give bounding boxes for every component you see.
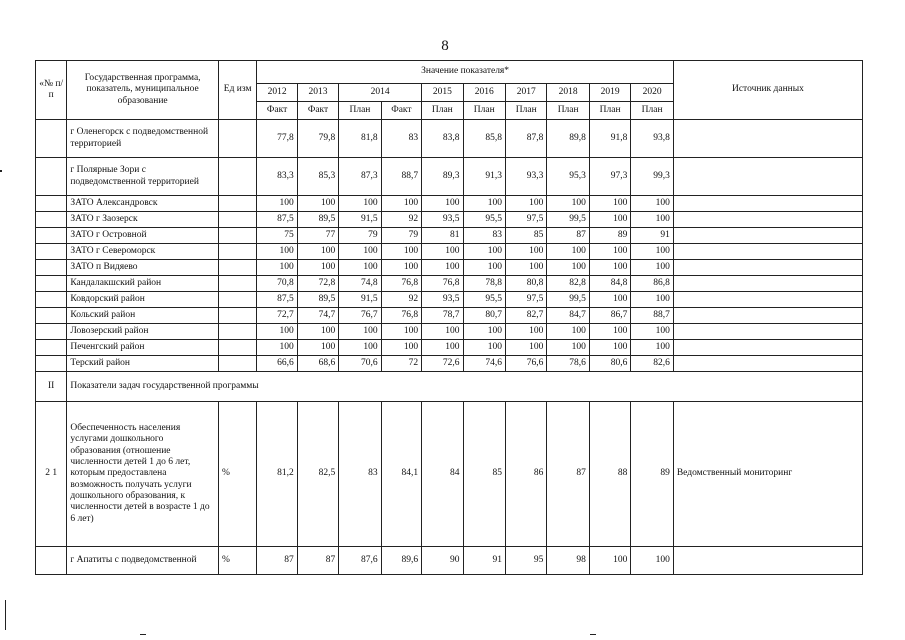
- header-value-type: Факт: [257, 102, 297, 120]
- value-cell: 100: [422, 244, 463, 260]
- row-unit: %: [218, 402, 256, 547]
- row-number: [36, 324, 67, 340]
- header-year: 2012: [257, 84, 297, 102]
- header-year: 2018: [547, 84, 589, 102]
- value-cell: 100: [339, 196, 381, 212]
- table-row: [36, 356, 863, 372]
- value-cell: 100: [589, 547, 630, 575]
- row-number: [36, 276, 67, 292]
- table-row: [36, 120, 863, 158]
- value-cell: 100: [631, 292, 674, 308]
- source-cell: [673, 228, 862, 244]
- value-cell: 97,5: [505, 212, 546, 228]
- row-name: г Оленегорск с подведомственной территорией: [67, 120, 219, 158]
- value-cell: 100: [339, 260, 381, 276]
- header-value-type: Факт: [381, 102, 421, 120]
- row-number: [36, 260, 67, 276]
- value-cell: 100: [589, 196, 630, 212]
- value-cell: 86: [505, 402, 546, 547]
- row-name: г Полярные Зори с подведомственной территорией: [67, 158, 219, 196]
- row-name: Обеспеченность населения услугами дошкольного образования (отношение численности детей 1 до 6 лет, которым предоставлена возможность получать услуги дошкольного образования, к численности детей в возрасте 1 до 6 лет): [67, 402, 219, 547]
- value-cell: 86,8: [631, 276, 674, 292]
- source-cell: [673, 547, 862, 575]
- header-value-type: План: [589, 102, 630, 120]
- value-cell: 100: [505, 324, 546, 340]
- table-row: [36, 260, 863, 276]
- row-name: Кандалакшский район: [67, 276, 219, 292]
- value-cell: 97,3: [589, 158, 630, 196]
- value-cell: 85,3: [297, 158, 338, 196]
- value-cell: 93,8: [631, 120, 674, 158]
- source-cell: [673, 212, 862, 228]
- value-cell: 80,6: [589, 356, 630, 372]
- value-cell: 99,3: [631, 158, 674, 196]
- value-cell: 88: [589, 402, 630, 547]
- row-name: ЗАТО п Видяево: [67, 260, 219, 276]
- table-row: [36, 244, 863, 260]
- value-cell: 89: [589, 228, 630, 244]
- value-cell: 83,8: [422, 120, 463, 158]
- value-cell: 91,5: [339, 212, 381, 228]
- value-cell: 97,5: [505, 292, 546, 308]
- row-number: [36, 340, 67, 356]
- value-cell: 92: [381, 212, 421, 228]
- value-cell: 100: [257, 260, 297, 276]
- value-cell: 91,5: [339, 292, 381, 308]
- value-cell: 100: [297, 244, 338, 260]
- row-name: Терский район: [67, 356, 219, 372]
- value-cell: 100: [589, 340, 630, 356]
- value-cell: 100: [505, 244, 546, 260]
- value-cell: 91: [631, 228, 674, 244]
- value-cell: 70,8: [257, 276, 297, 292]
- row-unit: [218, 308, 256, 324]
- header-year: 2013: [297, 84, 338, 102]
- value-cell: 100: [297, 340, 338, 356]
- value-cell: 100: [589, 292, 630, 308]
- row-number: [36, 244, 67, 260]
- value-cell: 79: [339, 228, 381, 244]
- value-cell: 83: [381, 120, 421, 158]
- municipal-rows: [36, 120, 863, 372]
- source-cell: [673, 340, 862, 356]
- value-cell: 82,8: [547, 276, 589, 292]
- value-cell: 95,5: [463, 212, 505, 228]
- value-cell: 100: [589, 244, 630, 260]
- table-row: [36, 308, 863, 324]
- value-cell: 84: [422, 402, 463, 547]
- row-number: 2 1: [36, 402, 67, 547]
- row-number: [36, 196, 67, 212]
- row-unit: [218, 324, 256, 340]
- value-cell: 81: [422, 228, 463, 244]
- header-value-type: План: [463, 102, 505, 120]
- value-cell: 86,7: [589, 308, 630, 324]
- header-value-type: План: [422, 102, 463, 120]
- row-name: ЗАТО г Североморск: [67, 244, 219, 260]
- source-cell: [673, 276, 862, 292]
- value-cell: 100: [339, 244, 381, 260]
- value-cell: 87,5: [257, 292, 297, 308]
- value-cell: 76,8: [381, 308, 421, 324]
- value-cell: 90: [422, 547, 463, 575]
- source-cell: [673, 292, 862, 308]
- row-number: [36, 308, 67, 324]
- value-cell: 100: [339, 340, 381, 356]
- value-cell: 87: [297, 547, 338, 575]
- table-row: [36, 158, 863, 196]
- value-cell: 100: [547, 244, 589, 260]
- value-cell: 91: [463, 547, 505, 575]
- row-name: ЗАТО г Островной: [67, 228, 219, 244]
- value-cell: 87: [257, 547, 297, 575]
- value-cell: 100: [381, 324, 421, 340]
- value-cell: 78,7: [422, 308, 463, 324]
- value-cell: 100: [422, 324, 463, 340]
- value-cell: 70,6: [339, 356, 381, 372]
- table-row: [36, 228, 863, 244]
- value-cell: 100: [257, 244, 297, 260]
- source-cell: [673, 196, 862, 212]
- value-cell: 89,5: [297, 292, 338, 308]
- page-number: 8: [441, 38, 449, 54]
- row-unit: [218, 120, 256, 158]
- header-value-type: План: [505, 102, 546, 120]
- header-source: Источник данных: [673, 61, 862, 120]
- row-unit: [218, 196, 256, 212]
- value-cell: 100: [505, 340, 546, 356]
- source-cell: [673, 244, 862, 260]
- header-unit: Ед изм: [218, 61, 256, 120]
- row-number: [36, 120, 67, 158]
- value-cell: 99,5: [547, 212, 589, 228]
- value-cell: 76,8: [422, 276, 463, 292]
- source-cell: [673, 308, 862, 324]
- value-cell: 85,8: [463, 120, 505, 158]
- value-cell: 100: [257, 340, 297, 356]
- value-cell: 99,5: [547, 292, 589, 308]
- value-cell: 93,3: [505, 158, 546, 196]
- value-cell: 82,7: [505, 308, 546, 324]
- value-cell: 87,3: [339, 158, 381, 196]
- value-cell: 87: [547, 402, 589, 547]
- row-unit: %: [218, 547, 256, 575]
- value-cell: 100: [297, 196, 338, 212]
- value-cell: 100: [631, 196, 674, 212]
- value-cell: 87,6: [339, 547, 381, 575]
- value-cell: 87: [547, 228, 589, 244]
- row-unit: [218, 212, 256, 228]
- value-cell: 95,3: [547, 158, 589, 196]
- header-value-type: План: [631, 102, 674, 120]
- row-name: Кольский район: [67, 308, 219, 324]
- row-unit: [218, 158, 256, 196]
- value-cell: 100: [297, 260, 338, 276]
- value-cell: 77,8: [257, 120, 297, 158]
- value-cell: 72: [381, 356, 421, 372]
- section-number: II: [36, 372, 67, 402]
- header-year: 2015: [422, 84, 463, 102]
- table-row: [36, 324, 863, 340]
- value-cell: 84,1: [381, 402, 421, 547]
- value-cell: 84,8: [589, 276, 630, 292]
- value-cell: 100: [463, 260, 505, 276]
- value-cell: 100: [297, 324, 338, 340]
- row-name: Ловозерский район: [67, 324, 219, 340]
- value-cell: 100: [463, 196, 505, 212]
- section-block: [36, 372, 863, 575]
- source-cell: [673, 324, 862, 340]
- value-cell: 72,7: [257, 308, 297, 324]
- value-cell: 100: [589, 324, 630, 340]
- row-number: [36, 356, 67, 372]
- value-cell: 82,5: [297, 402, 338, 547]
- value-cell: 95: [505, 547, 546, 575]
- value-cell: 74,8: [339, 276, 381, 292]
- value-cell: 100: [381, 196, 421, 212]
- scan-dot: [140, 634, 146, 635]
- value-cell: 68,6: [297, 356, 338, 372]
- value-cell: 76,8: [381, 276, 421, 292]
- row-name: Ковдорский район: [67, 292, 219, 308]
- value-cell: 100: [631, 212, 674, 228]
- row-unit: [218, 228, 256, 244]
- row-number: [36, 212, 67, 228]
- value-cell: 87,5: [257, 212, 297, 228]
- value-cell: 100: [463, 324, 505, 340]
- value-cell: 93,5: [422, 292, 463, 308]
- value-cell: 75: [257, 228, 297, 244]
- row-unit: [218, 340, 256, 356]
- value-cell: 87,8: [505, 120, 546, 158]
- value-cell: 74,7: [297, 308, 338, 324]
- value-cell: 81,8: [339, 120, 381, 158]
- value-cell: 100: [631, 244, 674, 260]
- value-cell: 100: [631, 340, 674, 356]
- source-cell: [673, 120, 862, 158]
- header-number: «№ п/п: [36, 61, 67, 120]
- header-year: 2020: [631, 84, 674, 102]
- value-cell: 83: [463, 228, 505, 244]
- value-cell: 100: [381, 244, 421, 260]
- value-cell: 80,8: [505, 276, 546, 292]
- row-unit: [218, 276, 256, 292]
- header-value-type: Факт: [297, 102, 338, 120]
- header-year: 2017: [505, 84, 546, 102]
- value-cell: 100: [547, 260, 589, 276]
- value-cell: 79: [381, 228, 421, 244]
- row-name: г Апатиты с подведомственной: [67, 547, 219, 575]
- table-row: [36, 276, 863, 292]
- source-cell: [673, 260, 862, 276]
- value-cell: 100: [505, 196, 546, 212]
- source-cell: [673, 158, 862, 196]
- value-cell: 72,8: [297, 276, 338, 292]
- value-cell: 100: [631, 547, 674, 575]
- value-cell: 92: [381, 292, 421, 308]
- row-name: ЗАТО г Заозерск: [67, 212, 219, 228]
- table-row: [36, 212, 863, 228]
- value-cell: 72,6: [422, 356, 463, 372]
- value-cell: 100: [589, 212, 630, 228]
- value-cell: 84,7: [547, 308, 589, 324]
- value-cell: 76,7: [339, 308, 381, 324]
- value-cell: 78,6: [547, 356, 589, 372]
- value-cell: 81,2: [257, 402, 297, 547]
- value-cell: 100: [381, 260, 421, 276]
- source-cell: [673, 356, 862, 372]
- value-cell: 100: [547, 340, 589, 356]
- value-cell: 79,8: [297, 120, 338, 158]
- value-cell: 91,3: [463, 158, 505, 196]
- value-cell: 100: [547, 324, 589, 340]
- section-title: Показатели задач государственной программы: [67, 372, 863, 402]
- row-number: [36, 228, 67, 244]
- scan-edge-mark: [5, 600, 6, 630]
- value-cell: 98: [547, 547, 589, 575]
- header-year: 2019: [589, 84, 630, 102]
- indicator-table: [35, 60, 863, 575]
- row-number: [36, 158, 67, 196]
- value-cell: 100: [257, 324, 297, 340]
- value-cell: 100: [381, 340, 421, 356]
- value-cell: 74,6: [463, 356, 505, 372]
- table-row: [36, 196, 863, 212]
- value-cell: 88,7: [381, 158, 421, 196]
- value-cell: 100: [463, 340, 505, 356]
- value-cell: 93,5: [422, 212, 463, 228]
- row-name: ЗАТО Александровск: [67, 196, 219, 212]
- scan-dot: [0, 170, 2, 172]
- value-cell: 100: [631, 324, 674, 340]
- value-cell: 80,7: [463, 308, 505, 324]
- value-cell: 82,6: [631, 356, 674, 372]
- value-cell: 100: [422, 196, 463, 212]
- value-cell: 100: [631, 260, 674, 276]
- header-value-group: Значение показателя*: [257, 61, 673, 84]
- value-cell: 100: [463, 244, 505, 260]
- value-cell: 100: [589, 260, 630, 276]
- value-cell: 89,3: [422, 158, 463, 196]
- value-cell: 83,3: [257, 158, 297, 196]
- header-value-type: План: [339, 102, 381, 120]
- value-cell: 100: [505, 260, 546, 276]
- header-value-type: План: [547, 102, 589, 120]
- value-cell: 85: [505, 228, 546, 244]
- table-row: [36, 340, 863, 356]
- value-cell: 66,6: [257, 356, 297, 372]
- table-row: [36, 292, 863, 308]
- table-header: [36, 61, 863, 120]
- row-name: Печенгский район: [67, 340, 219, 356]
- row-unit: [218, 292, 256, 308]
- header-program: Государственная программа, показатель, муниципальное образование: [67, 61, 219, 120]
- value-cell: 89,6: [381, 547, 421, 575]
- header-year: 2014: [339, 84, 422, 102]
- value-cell: 100: [422, 340, 463, 356]
- value-cell: 76,6: [505, 356, 546, 372]
- value-cell: 77: [297, 228, 338, 244]
- row-number: [36, 292, 67, 308]
- value-cell: 88,7: [631, 308, 674, 324]
- value-cell: 100: [339, 324, 381, 340]
- header-year: 2016: [463, 84, 505, 102]
- value-cell: 78,8: [463, 276, 505, 292]
- source-cell: Ведомственный мониторинг: [673, 402, 862, 547]
- value-cell: 89,5: [297, 212, 338, 228]
- value-cell: 85: [463, 402, 505, 547]
- scan-dot: [590, 634, 596, 635]
- value-cell: 89: [631, 402, 674, 547]
- row-unit: [218, 260, 256, 276]
- value-cell: 89,8: [547, 120, 589, 158]
- value-cell: 83: [339, 402, 381, 547]
- value-cell: 100: [257, 196, 297, 212]
- row-unit: [218, 356, 256, 372]
- row-number: [36, 547, 67, 575]
- row-unit: [218, 244, 256, 260]
- value-cell: 100: [547, 196, 589, 212]
- value-cell: 95,5: [463, 292, 505, 308]
- value-cell: 91,8: [589, 120, 630, 158]
- value-cell: 100: [422, 260, 463, 276]
